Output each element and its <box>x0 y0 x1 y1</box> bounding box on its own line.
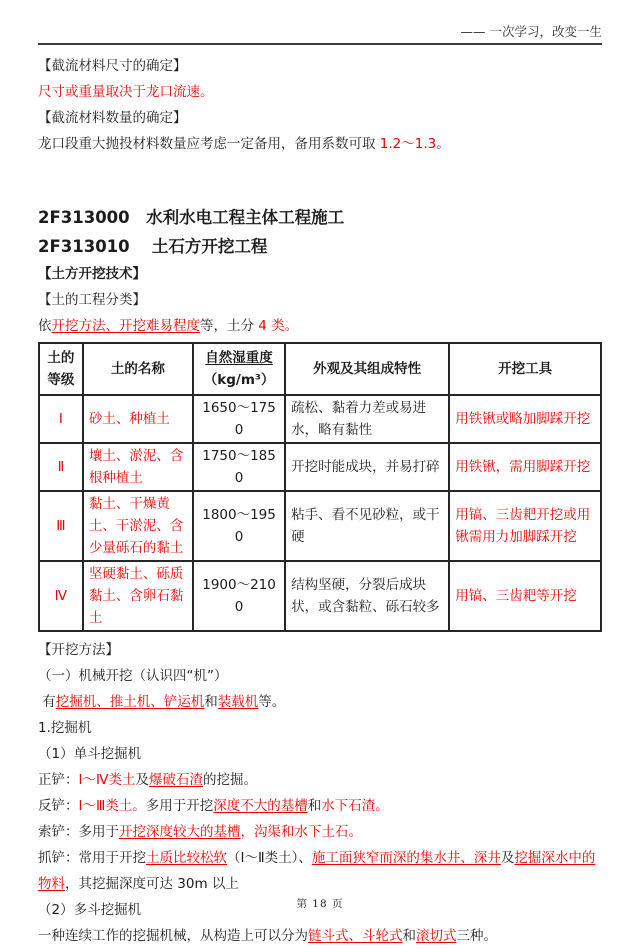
heading-earth-excavation-technique <box>38 261 602 287</box>
table-cell: 黏土、干燥黄土、干淤泥、含少量砾石的黏土 <box>83 491 193 561</box>
body-text: 及 <box>500 850 515 866</box>
multi-bucket-desc <box>38 923 602 949</box>
body-text: 的挖掘。 <box>202 772 257 788</box>
highlighted-text: ，沟渠和水下土石。 <box>240 824 362 840</box>
header-motto: —— 一次学习，改变一生 <box>460 24 602 39</box>
highlighted-text: 滚切式 <box>416 928 457 944</box>
table-cell: 1650～1750 <box>193 395 285 443</box>
body-text: 索铲：多用于 <box>38 824 119 840</box>
body-text: 抓铲：常用于开挖 <box>38 850 146 866</box>
highlighted-text: 爆破石渣 <box>148 772 203 788</box>
body-text: 2F313010 土石方开挖工程 <box>38 237 268 256</box>
highlighted-text: 水下石渣。 <box>321 798 389 814</box>
body-text: 反铲： <box>38 798 79 814</box>
body-text: 【截流材料数量的确定】 <box>38 110 187 126</box>
body-text: 【土的工程分类】 <box>38 292 146 308</box>
column-header <box>39 343 83 395</box>
table-cell: Ⅱ <box>39 443 83 491</box>
column-header <box>193 343 285 395</box>
body-text: 等，土分 <box>200 318 259 334</box>
highlighted-text: 链斗式、斗轮式 <box>308 928 403 944</box>
heading-excavation-methods <box>38 637 602 663</box>
table-cell: 壤土、淤泥、含根种植土 <box>83 443 193 491</box>
body-text: 。 <box>436 136 450 152</box>
column-header-line: 土的 <box>47 350 75 366</box>
subheading-mechanical-excavation <box>38 663 602 689</box>
column-header <box>83 343 193 395</box>
body-text: 一种连续工作的挖掘机械，从构造上可以分为 <box>38 928 308 944</box>
table-row <box>39 561 601 631</box>
column-header-line: 开挖工具 <box>498 361 553 377</box>
item-excavator <box>38 715 602 741</box>
table-cell: Ⅲ <box>39 491 83 561</box>
highlighted-text: 土质比较松软 <box>146 850 227 866</box>
column-header-line: 自然湿重度 <box>205 350 273 366</box>
body-text: 【开挖方法】 <box>38 642 119 658</box>
column-header-line: （kg/m³） <box>203 372 275 388</box>
chapter-heading-2F313000 <box>38 203 602 232</box>
table-cell: 1800～1950 <box>193 491 285 561</box>
table-cell: 用铁锹，需用脚踩开挖 <box>449 443 601 491</box>
grab-shovel <box>38 845 602 897</box>
table-cell: 用铁锹或略加脚踩开挖 <box>449 395 601 443</box>
table-cell: Ⅰ <box>39 395 83 443</box>
body-text: 有 <box>38 694 56 710</box>
table-cell: 粘手、看不见砂粒，或干硬 <box>285 491 449 561</box>
body-text: 依 <box>38 318 52 334</box>
section-heading-2F313010 <box>38 232 602 261</box>
highlighted-text: 装载机 <box>217 694 259 710</box>
highlighted-text: 深度不大的基槽 <box>213 798 308 814</box>
body-text: 和 <box>204 694 218 710</box>
body-text: 正铲： <box>38 772 79 788</box>
body-text: （一）机械开挖（认识四“机”） <box>38 668 228 684</box>
body-text: （2）多斗挖掘机 <box>38 902 142 918</box>
body-text: 等。 <box>258 694 286 710</box>
dragline-shovel <box>38 819 602 845</box>
key-point-quantity <box>38 131 602 157</box>
body-text: 和 <box>307 798 322 814</box>
page-header <box>38 22 602 45</box>
body-text: 龙口段重大抛投材料数量应考虑一定备用，备用系数可取 <box>38 136 380 152</box>
page-footer <box>0 896 640 911</box>
column-header-line: 等级 <box>47 372 75 388</box>
table-cell: 结构坚硬，分裂后成块状，或含黏粒、砾石较多 <box>285 561 449 631</box>
table-cell: 疏松、黏着力差或易进水，略有黏性 <box>285 395 449 443</box>
column-header-line: 外观及其组成特性 <box>313 361 422 377</box>
table-cell: Ⅳ <box>39 561 83 631</box>
heading-soil-classification <box>38 287 602 313</box>
body-text: （1）单斗挖掘机 <box>38 746 142 762</box>
table-header-row <box>39 343 601 395</box>
body-text: 三种。 <box>456 928 497 944</box>
body-text: 【截流材料尺寸的确定】 <box>38 58 187 74</box>
body-text: 2F313000 水利水电工程主体工程施工 <box>38 208 345 227</box>
highlighted-text: 挖掘机、推土机、铲运机 <box>55 694 205 710</box>
forward-shovel <box>38 767 602 793</box>
column-header-line: 土的名称 <box>110 361 165 377</box>
table-cell: 开挖时能成块，并易打碎 <box>285 443 449 491</box>
table-cell: 坚硬黏土、砾质黏土、含卵石黏土 <box>83 561 193 631</box>
classification-intro <box>38 313 602 339</box>
page-number: 第 18 页 <box>296 898 344 910</box>
machines-list <box>38 689 602 715</box>
body-text: 多用于开挖 <box>145 798 214 814</box>
highlighted-text: 4 类。 <box>258 318 299 334</box>
highlighted-text: Ⅰ～Ⅳ类土 <box>78 772 136 788</box>
highlighted-text: 尺寸或重量取决于龙口流速。 <box>38 84 214 100</box>
table-cell: 用镐、三齿耙等开挖 <box>449 561 601 631</box>
heading-damming-material-size <box>38 53 602 79</box>
soil-classification-table <box>38 342 602 632</box>
highlighted-text: Ⅰ～Ⅲ类土。 <box>78 798 146 814</box>
table-cell: 1900～2100 <box>193 561 285 631</box>
column-header <box>285 343 449 395</box>
heading-damming-material-quantity <box>38 105 602 131</box>
content-blocks <box>38 53 602 949</box>
table-row <box>39 443 601 491</box>
highlighted-text: 挖掘深水中的物料 <box>38 850 596 892</box>
highlighted-text: 1.2～1.3 <box>379 136 437 152</box>
body-text: 1.挖掘机 <box>38 720 92 736</box>
table-cell: 用镐、三齿耙开挖或用锹需用力加脚踩开挖 <box>449 491 601 561</box>
key-point-size <box>38 79 602 105</box>
body-text: （Ⅰ～Ⅱ类土）、 <box>227 850 312 866</box>
table-row <box>39 395 601 443</box>
backhoe-shovel <box>38 793 602 819</box>
highlighted-text: 施工面狭窄而深的集水井、深井 <box>311 850 501 866</box>
vertical-gap <box>38 157 602 203</box>
table-cell: 砂土、种植土 <box>83 395 193 443</box>
highlighted-text: 开挖深度较大的基槽 <box>119 824 241 840</box>
highlighted-text: 开挖方法、开挖难易程度 <box>51 318 200 334</box>
body-text: ，其挖掘深度可达 30m 以上 <box>65 876 239 892</box>
document-page <box>0 22 640 949</box>
body-text: 及 <box>135 772 149 788</box>
table-cell: 1750～1850 <box>193 443 285 491</box>
body-text: 【土方开挖技术】 <box>38 266 146 282</box>
column-header <box>449 343 601 395</box>
table-row <box>39 491 601 561</box>
item-single-bucket-excavator <box>38 741 602 767</box>
body-text: 和 <box>402 928 416 944</box>
